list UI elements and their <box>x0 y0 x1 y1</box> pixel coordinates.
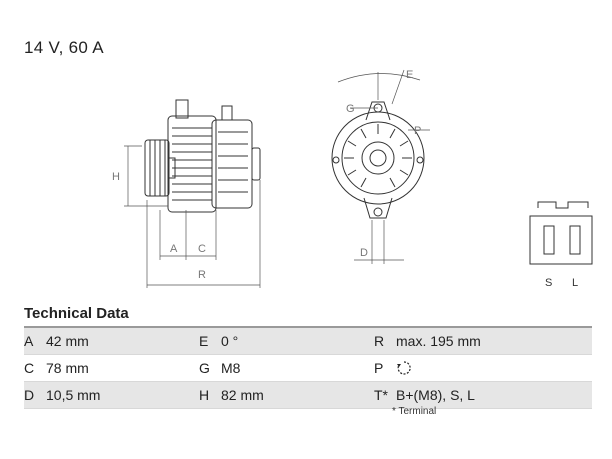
table-row <box>24 382 592 409</box>
plug-label-S: S <box>545 277 553 289</box>
spec-key: T* <box>374 387 388 403</box>
label-P: P <box>414 125 422 137</box>
label-D: D <box>360 247 368 259</box>
label-G: G <box>346 103 355 115</box>
label-R: R <box>198 269 206 281</box>
spec-value: 42 mm <box>46 333 89 349</box>
connector-plug <box>530 202 592 264</box>
spec-value: 82 mm <box>221 387 264 403</box>
spec-key: C <box>24 360 35 376</box>
spec-key: P <box>374 360 384 376</box>
spec-value: M8 <box>221 360 241 376</box>
spec-value: 10,5 mm <box>46 387 101 403</box>
label-E: E <box>406 69 414 81</box>
spec-key: H <box>199 387 210 403</box>
terminal-footnote: * Terminal <box>392 406 437 417</box>
label-A: A <box>170 243 178 255</box>
spec-value: max. 195 mm <box>396 333 481 349</box>
spec-key: E <box>199 333 209 349</box>
plug-label-L: L <box>572 277 579 289</box>
product-heading: 14 V, 60 A <box>24 38 104 57</box>
alternator-side-view <box>145 100 260 212</box>
table-row <box>24 355 592 382</box>
label-C: C <box>198 243 206 255</box>
table-row <box>24 328 592 355</box>
spec-value: 78 mm <box>46 360 89 376</box>
alternator-front-view <box>332 102 424 218</box>
spec-value: B+(M8), S, L <box>396 387 475 403</box>
spec-key: A <box>24 333 34 349</box>
spec-key: D <box>24 387 35 403</box>
technical-data-table <box>24 326 592 409</box>
spec-key: R <box>374 333 385 349</box>
spec-key: G <box>199 360 210 376</box>
technical-data-title: Technical Data <box>24 305 129 322</box>
label-H: H <box>112 171 120 183</box>
alternator-technical-drawing <box>0 60 612 300</box>
clockwise-rotation-icon <box>396 355 412 381</box>
spec-value: 0 ° <box>221 333 239 349</box>
